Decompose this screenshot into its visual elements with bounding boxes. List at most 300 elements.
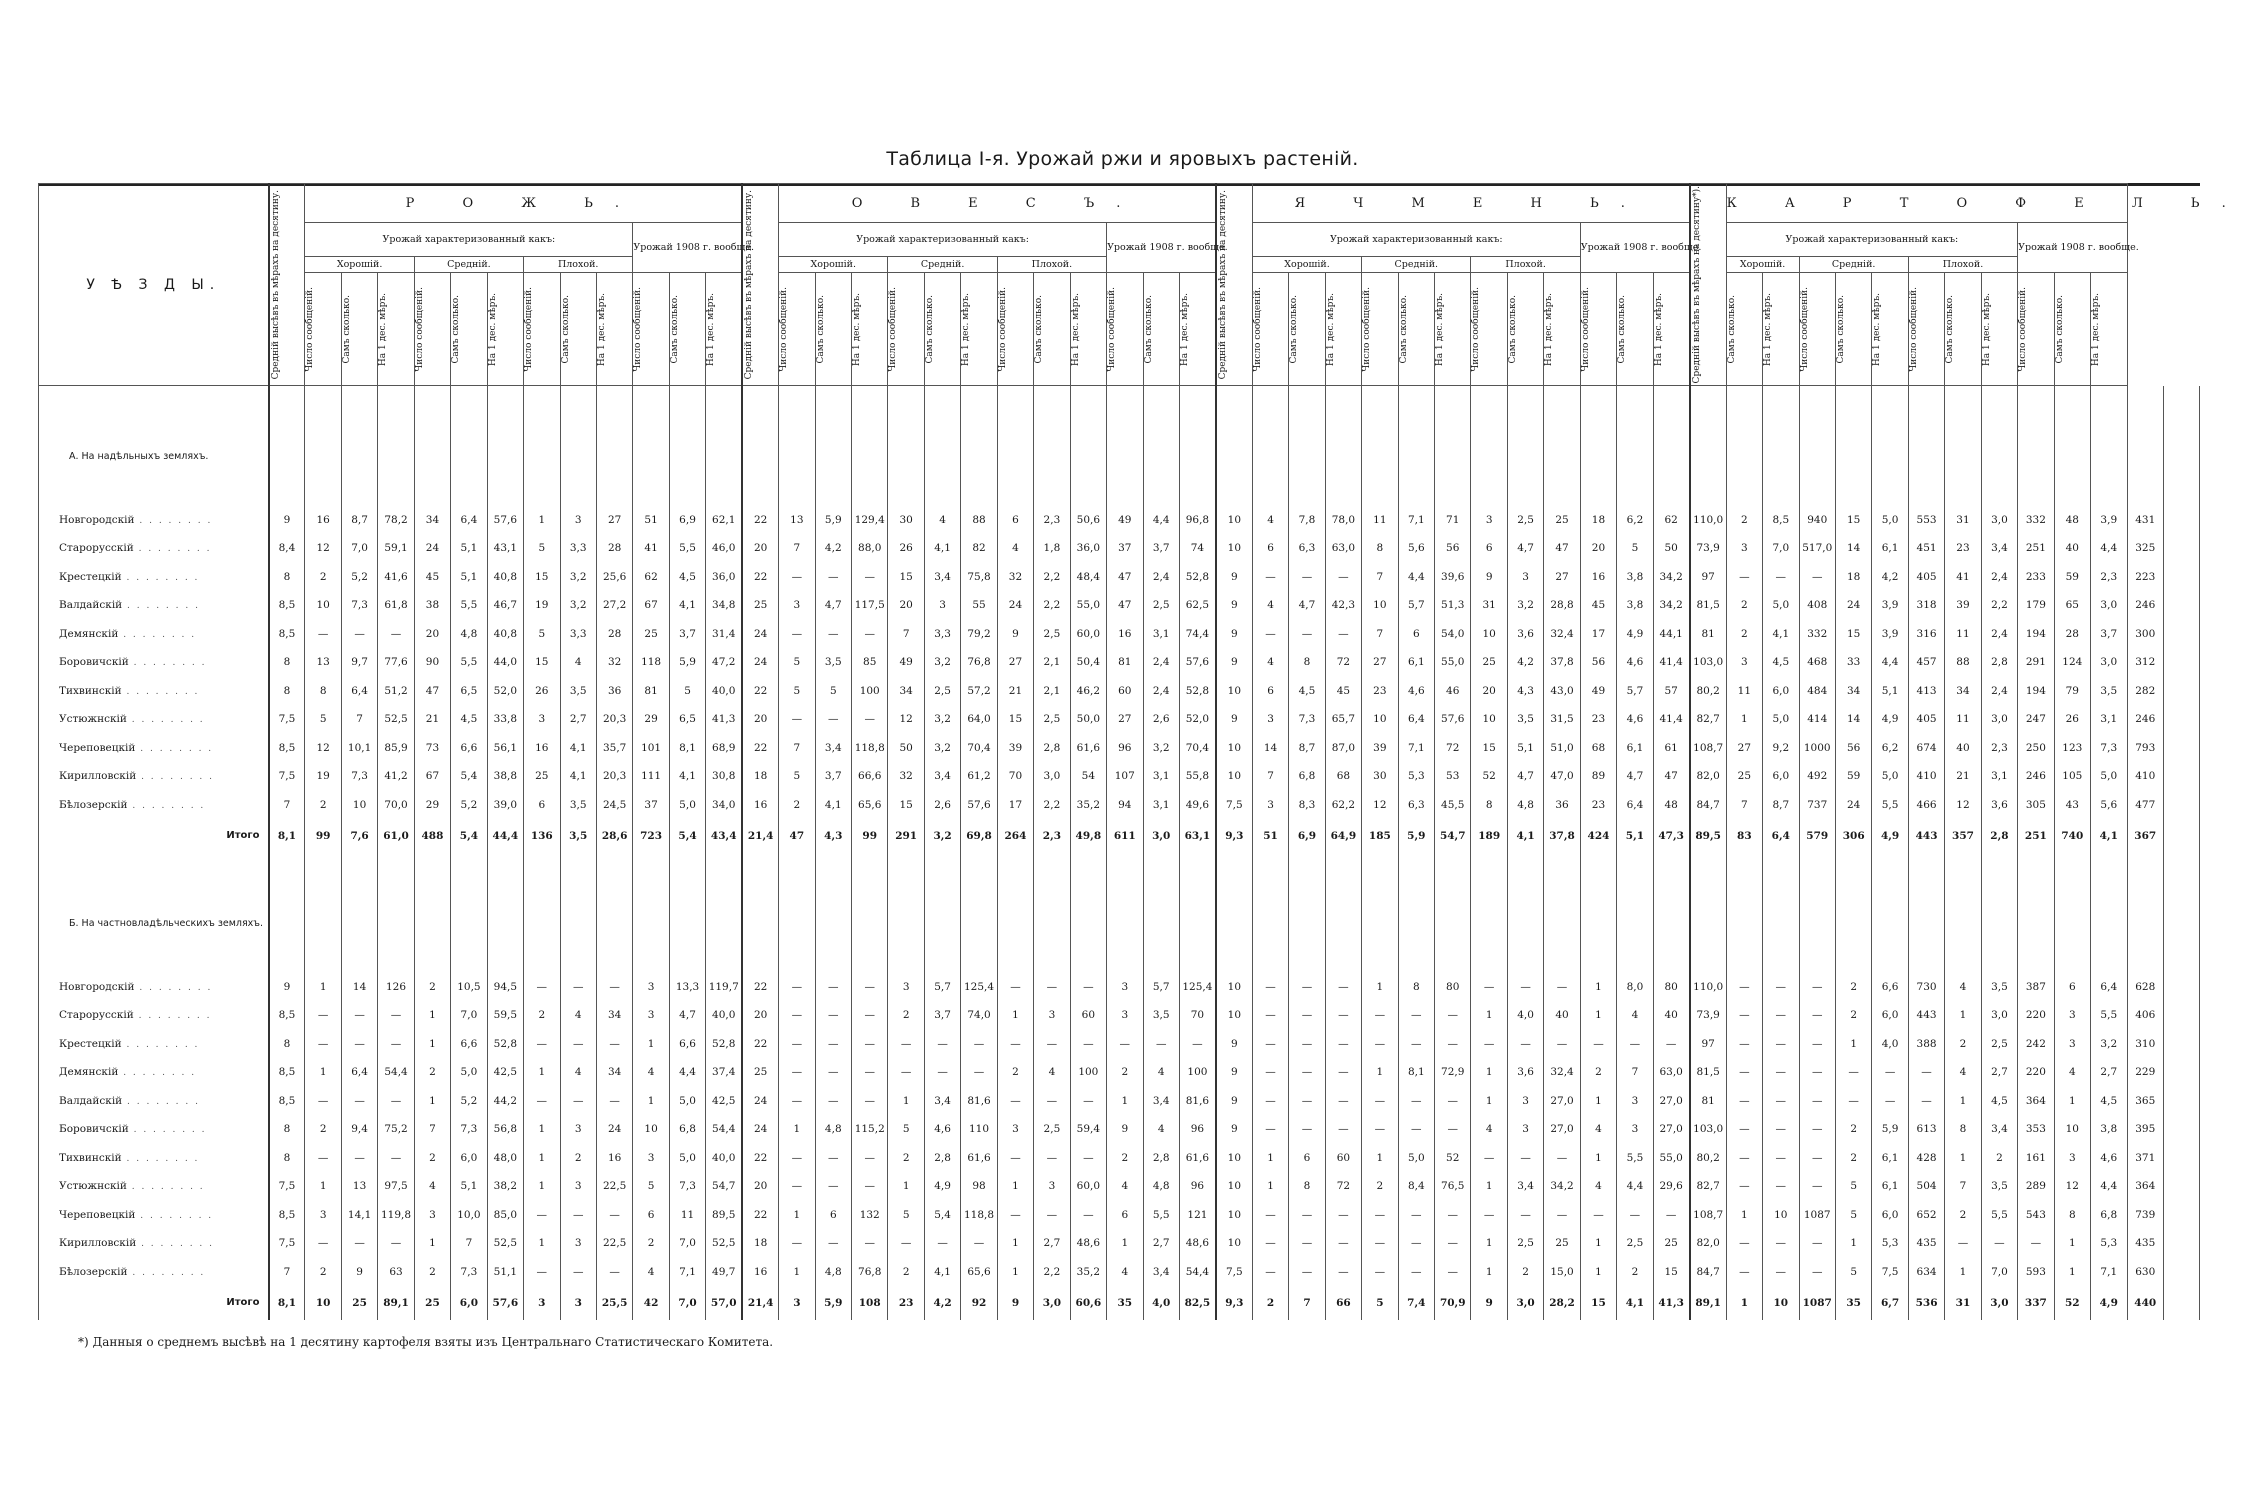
value-cell: —: [1617, 1030, 1653, 1059]
value-cell: 4: [1143, 1115, 1179, 1144]
value-cell: 123: [2054, 734, 2090, 763]
value-cell: —: [779, 1030, 815, 1059]
value-cell: 3,0: [1981, 506, 2017, 535]
value-cell: 6,4: [341, 677, 377, 706]
value-cell: 4: [1252, 591, 1288, 620]
value-cell: 33: [1835, 648, 1871, 677]
value-cell: —: [1799, 1087, 1835, 1116]
value-cell: 54,4: [706, 1115, 742, 1144]
value-cell: 8,5: [269, 1087, 305, 1116]
value-cell: 43,1: [487, 534, 523, 563]
value-cell: 37: [1107, 534, 1143, 563]
value-cell: —: [1471, 1030, 1507, 1059]
table-row: [39, 1144, 2200, 1173]
value-cell: 388: [1908, 1030, 1944, 1059]
empty-cell: [305, 875, 341, 973]
value-cell: 408: [1799, 591, 1835, 620]
value-cell: 2: [997, 1058, 1033, 1087]
uezd-name: [39, 677, 269, 706]
value-cell: 8: [2054, 1201, 2090, 1230]
value-cell: 15: [1653, 1258, 1690, 1287]
value-cell: 82,7: [1690, 1172, 1726, 1201]
value-cell: 1: [2054, 1229, 2090, 1258]
value-cell: 121: [1179, 1201, 1215, 1230]
uezd-name: [39, 1229, 269, 1258]
value-cell: 10: [1216, 762, 1252, 791]
value-cell: 2,5: [1034, 620, 1070, 649]
value-cell: 4,4: [2091, 1172, 2128, 1201]
empty-cell: [2091, 853, 2128, 875]
value-cell: 3,5: [815, 648, 851, 677]
oats-header: О В Е С Ъ.: [779, 184, 1216, 223]
value-cell: 289: [2018, 1172, 2054, 1201]
value-cell: 6: [1471, 534, 1507, 563]
value-cell: 3,1: [1143, 791, 1179, 820]
potato-sub-1-2: [1872, 273, 1908, 386]
value-cell: 50,0: [1070, 705, 1106, 734]
value-cell: 34: [596, 1058, 632, 1087]
value-cell: 2: [1726, 506, 1762, 535]
value-cell: 4,5: [1289, 677, 1325, 706]
value-cell: 47,0: [1544, 762, 1580, 791]
potato-sub-3-2-text: На 1 дес. мѣръ.: [2091, 292, 2102, 366]
value-cell: 25,5: [596, 1286, 632, 1320]
value-cell: 1: [1835, 1229, 1871, 1258]
value-cell: 4,5: [451, 705, 487, 734]
value-cell: 2,7: [1981, 1058, 2017, 1087]
rye-sub-3-1-text: Самъ сколько.: [669, 295, 680, 364]
value-cell: —: [815, 1058, 851, 1087]
value-cell: —: [815, 1001, 851, 1030]
rye-sub-1-1-text: Самъ сколько.: [451, 295, 462, 364]
uezd-name: [39, 1115, 269, 1144]
value-cell: 387: [2018, 973, 2054, 1002]
uezd-name: [39, 620, 269, 649]
value-cell: —: [341, 1030, 377, 1059]
empty-cell: [560, 408, 596, 506]
value-cell: 6,0: [451, 1144, 487, 1173]
value-cell: 41,6: [378, 563, 414, 592]
value-cell: 49: [1580, 677, 1616, 706]
value-cell: 17: [1580, 620, 1616, 649]
value-cell: 6,6: [669, 1030, 705, 1059]
value-cell: 35: [1835, 1286, 1871, 1320]
value-cell: 7,5: [1216, 791, 1252, 820]
value-cell: 1: [305, 973, 341, 1002]
value-cell: 65,6: [852, 791, 888, 820]
value-cell: 2,7: [2091, 1058, 2128, 1087]
empty-cell: [961, 853, 997, 875]
barley-sub-2-2: [1544, 273, 1580, 386]
value-cell: 332: [1799, 620, 1835, 649]
value-cell: 6,6: [1872, 973, 1908, 1002]
value-cell: [2163, 1229, 2199, 1258]
value-cell: 6: [2054, 973, 2090, 1002]
value-cell: —: [1763, 1172, 1799, 1201]
value-cell: 194: [2018, 677, 2054, 706]
empty-cell: [1617, 408, 1653, 506]
value-cell: 10: [1216, 534, 1252, 563]
empty-cell: [1653, 408, 1690, 506]
value-cell: 3: [1507, 1087, 1543, 1116]
value-cell: —: [524, 973, 560, 1002]
value-cell: 1: [2054, 1087, 2090, 1116]
value-cell: 32: [596, 648, 632, 677]
value-cell: 3: [524, 1286, 560, 1320]
value-cell: 50,4: [1070, 648, 1106, 677]
empty-cell: [305, 408, 341, 506]
value-cell: 2: [414, 1058, 450, 1087]
empty-cell: [1908, 853, 1944, 875]
footnote: *) Данныя о среднемъ высѣвѣ на 1 десятину картофеля взяты изъ Центральнаго Статистическаго Комитета.: [78, 1335, 774, 1349]
header-row-harvest: [39, 223, 2200, 257]
value-cell: 251: [2018, 534, 2054, 563]
value-cell: 1: [2054, 1258, 2090, 1287]
value-cell: 1: [779, 1258, 815, 1287]
value-cell: 3,1: [1143, 762, 1179, 791]
barley-sub-0-0: [1252, 273, 1288, 386]
value-cell: 9: [1107, 1115, 1143, 1144]
rye-quality-0: Хорошій.: [305, 257, 414, 273]
value-cell: 48,6: [1070, 1229, 1106, 1258]
value-cell: 4,6: [924, 1115, 960, 1144]
value-cell: 7,3: [341, 762, 377, 791]
value-cell: 2: [414, 1258, 450, 1287]
value-cell: 20: [414, 620, 450, 649]
value-cell: 40: [1945, 734, 1981, 763]
value-cell: 2: [305, 1258, 341, 1287]
empty-cell: [961, 386, 997, 409]
value-cell: 7,1: [1398, 506, 1434, 535]
table-header: [39, 184, 2248, 386]
value-cell: 306: [1835, 819, 1871, 853]
value-cell: —: [1252, 1201, 1288, 1230]
value-cell: —: [1398, 1087, 1434, 1116]
value-cell: —: [1070, 1144, 1106, 1173]
value-cell: 2: [1835, 1001, 1871, 1030]
barley-sub-2-0: [1471, 273, 1507, 386]
value-cell: 44,4: [487, 819, 523, 853]
value-cell: —: [1325, 563, 1361, 592]
empty-cell: [1289, 853, 1325, 875]
value-cell: 3: [633, 1144, 669, 1173]
value-cell: 7: [1945, 1172, 1981, 1201]
value-cell: 1: [414, 1001, 450, 1030]
value-cell: 4,4: [1617, 1172, 1653, 1201]
value-cell: 242: [2018, 1030, 2054, 1059]
value-cell: 88: [961, 506, 997, 535]
value-cell: 50: [1653, 534, 1690, 563]
value-cell: 10: [305, 591, 341, 620]
value-cell: 20: [742, 534, 778, 563]
value-cell: —: [924, 1030, 960, 1059]
value-cell: 484: [1799, 677, 1835, 706]
value-cell: —: [1252, 1058, 1288, 1087]
empty-cell: [2163, 386, 2199, 409]
value-cell: 40,8: [487, 563, 523, 592]
value-cell: 48: [1653, 791, 1690, 820]
value-cell: —: [815, 1030, 851, 1059]
value-cell: —: [1252, 620, 1288, 649]
empty-cell: [2018, 853, 2054, 875]
value-cell: 233: [2018, 563, 2054, 592]
empty-cell: [1835, 853, 1871, 875]
value-cell: 25,6: [596, 563, 632, 592]
value-cell: 44,1: [1653, 620, 1690, 649]
value-cell: 50: [888, 734, 924, 763]
empty-cell: [1143, 875, 1179, 973]
value-cell: 364: [2127, 1172, 2163, 1201]
value-cell: 2: [414, 1144, 450, 1173]
table-row: [39, 534, 2200, 563]
value-cell: 78,2: [378, 506, 414, 535]
empty-cell: [997, 386, 1033, 409]
value-cell: 105: [2054, 762, 2090, 791]
empty-cell: [2091, 386, 2128, 409]
value-cell: 119,7: [706, 973, 742, 1002]
value-cell: 246: [2018, 762, 2054, 791]
value-cell: 47: [779, 819, 815, 853]
value-cell: 5: [1835, 1172, 1871, 1201]
value-cell: 3: [1107, 973, 1143, 1002]
value-cell: 7,3: [669, 1172, 705, 1201]
value-cell: 332: [2018, 506, 2054, 535]
value-cell: 3: [888, 973, 924, 1002]
value-cell: 6,0: [451, 1286, 487, 1320]
potato-quality-1: Средній.: [1799, 257, 1908, 273]
value-cell: —: [305, 1030, 341, 1059]
potato-sub-1-0: [1799, 273, 1835, 386]
value-cell: 251: [2018, 819, 2054, 853]
value-cell: 52,0: [1179, 705, 1215, 734]
value-cell: 6,4: [1617, 791, 1653, 820]
value-cell: 62,2: [1325, 791, 1361, 820]
value-cell: 3,4: [1143, 1258, 1179, 1287]
oats-avg-seed-header: [742, 184, 778, 386]
value-cell: 52: [1471, 762, 1507, 791]
value-cell: 10,5: [451, 973, 487, 1002]
value-cell: 5,4: [451, 762, 487, 791]
value-cell: —: [1471, 973, 1507, 1002]
value-cell: 60,0: [1070, 620, 1106, 649]
value-cell: 3,5: [2091, 677, 2128, 706]
value-cell: 3: [1617, 1087, 1653, 1116]
value-cell: 613: [1908, 1115, 1944, 1144]
value-cell: 13: [779, 506, 815, 535]
value-cell: 8,1: [269, 1286, 305, 1320]
value-cell: 8: [1289, 1172, 1325, 1201]
value-cell: 6,0: [1763, 677, 1799, 706]
rye-sub-0-2-text: На 1 дес. мѣръ.: [378, 292, 389, 366]
empty-cell: [1763, 386, 1799, 409]
value-cell: 4,2: [1872, 563, 1908, 592]
value-cell: 1: [305, 1172, 341, 1201]
value-cell: —: [1252, 973, 1288, 1002]
value-cell: 76,5: [1435, 1172, 1471, 1201]
value-cell: 4,8: [1507, 791, 1543, 820]
leader-dots: . . . . . . . .: [122, 601, 200, 612]
value-cell: 65,6: [961, 1258, 997, 1287]
value-cell: 4,0: [1872, 1030, 1908, 1059]
value-cell: 103,0: [1690, 1115, 1726, 1144]
value-cell: —: [815, 563, 851, 592]
table-row: [39, 705, 2200, 734]
table-row: [39, 563, 2200, 592]
value-cell: 41: [633, 534, 669, 563]
value-cell: 57,6: [487, 1286, 523, 1320]
value-cell: 2,2: [1034, 791, 1070, 820]
value-cell: 630: [2127, 1258, 2163, 1287]
value-cell: 3: [560, 1286, 596, 1320]
value-cell: 440: [2127, 1286, 2163, 1320]
value-cell: 52,5: [706, 1229, 742, 1258]
value-cell: —: [1799, 1030, 1835, 1059]
empty-cell: [1435, 408, 1471, 506]
value-cell: 20: [888, 591, 924, 620]
value-cell: 61,2: [961, 762, 997, 791]
value-cell: 3: [560, 1172, 596, 1201]
value-cell: 5: [888, 1115, 924, 1144]
value-cell: 2,3: [1034, 819, 1070, 853]
value-cell: 7: [888, 620, 924, 649]
rye-harvest-characterized: Урожай характеризованный какъ:: [305, 223, 633, 257]
header-row-sub: [39, 273, 2200, 386]
value-cell: 5: [524, 534, 560, 563]
value-cell: 9: [341, 1258, 377, 1287]
value-cell: 9: [1216, 591, 1252, 620]
value-cell: —: [1435, 1115, 1471, 1144]
value-cell: —: [1726, 1087, 1762, 1116]
table-row: [39, 1087, 2200, 1116]
value-cell: 2: [779, 791, 815, 820]
value-cell: 34,2: [1544, 1172, 1580, 1201]
value-cell: 7,5: [269, 705, 305, 734]
value-cell: 3,2: [924, 705, 960, 734]
uezd-name: [39, 1087, 269, 1116]
value-cell: 4: [1580, 1172, 1616, 1201]
value-cell: —: [1325, 1030, 1361, 1059]
value-cell: —: [1872, 1087, 1908, 1116]
uezd-name-text: Итого: [226, 830, 260, 842]
oats-sub-1-1-text: Самъ сколько.: [924, 295, 935, 364]
value-cell: 4,8: [815, 1115, 851, 1144]
value-cell: —: [1289, 1115, 1325, 1144]
value-cell: 6,0: [1872, 1201, 1908, 1230]
value-cell: 21: [414, 705, 450, 734]
value-cell: 634: [1908, 1258, 1944, 1287]
empty-cell: [633, 853, 669, 875]
value-cell: 10: [1216, 1001, 1252, 1030]
value-cell: 9: [1216, 563, 1252, 592]
potato-sub-3-1: [2054, 273, 2090, 386]
oats-sub-1-2-text: На 1 дес. мѣръ.: [961, 292, 972, 366]
value-cell: 27,0: [1544, 1087, 1580, 1116]
value-cell: 4,9: [2091, 1286, 2128, 1320]
value-cell: 6: [1107, 1201, 1143, 1230]
barley-sub-1-1-text: Самъ сколько.: [1398, 295, 1409, 364]
value-cell: 14: [1252, 734, 1288, 763]
value-cell: 5,4: [924, 1201, 960, 1230]
value-cell: 8,0: [1617, 973, 1653, 1002]
empty-cell: [1908, 875, 1944, 973]
empty-cell: [815, 875, 851, 973]
value-cell: 337: [2018, 1286, 2054, 1320]
value-cell: 8: [1289, 648, 1325, 677]
uezd-name-text: Боровичскій: [59, 1123, 129, 1136]
value-cell: 42,3: [1325, 591, 1361, 620]
section-title-row: [39, 408, 2200, 506]
value-cell: 3,5: [1507, 705, 1543, 734]
value-cell: —: [378, 1229, 414, 1258]
value-cell: 18: [742, 762, 778, 791]
uezd-name: [39, 591, 269, 620]
value-cell: —: [524, 1030, 560, 1059]
value-cell: 6,6: [451, 734, 487, 763]
value-cell: 5,7: [1617, 677, 1653, 706]
value-cell: 8,7: [341, 506, 377, 535]
value-cell: 25: [633, 620, 669, 649]
value-cell: 41,4: [1653, 705, 1690, 734]
value-cell: —: [305, 1229, 341, 1258]
value-cell: [2163, 819, 2199, 853]
value-cell: 10: [1362, 591, 1398, 620]
empty-cell: [924, 408, 960, 506]
value-cell: 1: [1107, 1087, 1143, 1116]
value-cell: 250: [2018, 734, 2054, 763]
value-cell: 52,5: [487, 1229, 523, 1258]
value-cell: 1: [524, 1229, 560, 1258]
value-cell: [2163, 791, 2199, 820]
empty-cell: [2163, 853, 2199, 875]
empty-cell: [888, 875, 924, 973]
value-cell: 1: [1945, 1144, 1981, 1173]
value-cell: 1: [997, 1229, 1033, 1258]
empty-cell: [1653, 853, 1690, 875]
value-cell: 20: [1580, 534, 1616, 563]
value-cell: 129,4: [852, 506, 888, 535]
value-cell: 4: [1107, 1258, 1143, 1287]
value-cell: 22: [742, 973, 778, 1002]
uezd-name-text: Бѣлозерскій: [59, 798, 128, 811]
rye-sub-1-2: [487, 273, 523, 386]
value-cell: 18: [1580, 506, 1616, 535]
value-cell: 52,8: [706, 1030, 742, 1059]
value-cell: 2: [414, 973, 450, 1002]
value-cell: —: [779, 1144, 815, 1173]
value-cell: 84,7: [1690, 791, 1726, 820]
value-cell: 2,2: [1034, 591, 1070, 620]
value-cell: 51,0: [1544, 734, 1580, 763]
empty-cell: [1872, 386, 1908, 409]
value-cell: —: [1544, 973, 1580, 1002]
value-cell: 66: [1325, 1286, 1361, 1320]
value-cell: —: [524, 1258, 560, 1287]
value-cell: 1: [1726, 705, 1762, 734]
empty-cell: [1507, 408, 1543, 506]
value-cell: 25: [1544, 1229, 1580, 1258]
value-cell: 43: [2054, 791, 2090, 820]
value-cell: 1: [1835, 1030, 1871, 1059]
value-cell: 3: [1252, 705, 1288, 734]
value-cell: 5,5: [669, 534, 705, 563]
empty-cell: [1398, 853, 1434, 875]
value-cell: 72: [1325, 648, 1361, 677]
value-cell: 40,0: [706, 677, 742, 706]
value-cell: 2: [305, 1115, 341, 1144]
value-cell: —: [1726, 1229, 1762, 1258]
empty-cell: [1107, 408, 1143, 506]
value-cell: 85: [852, 648, 888, 677]
